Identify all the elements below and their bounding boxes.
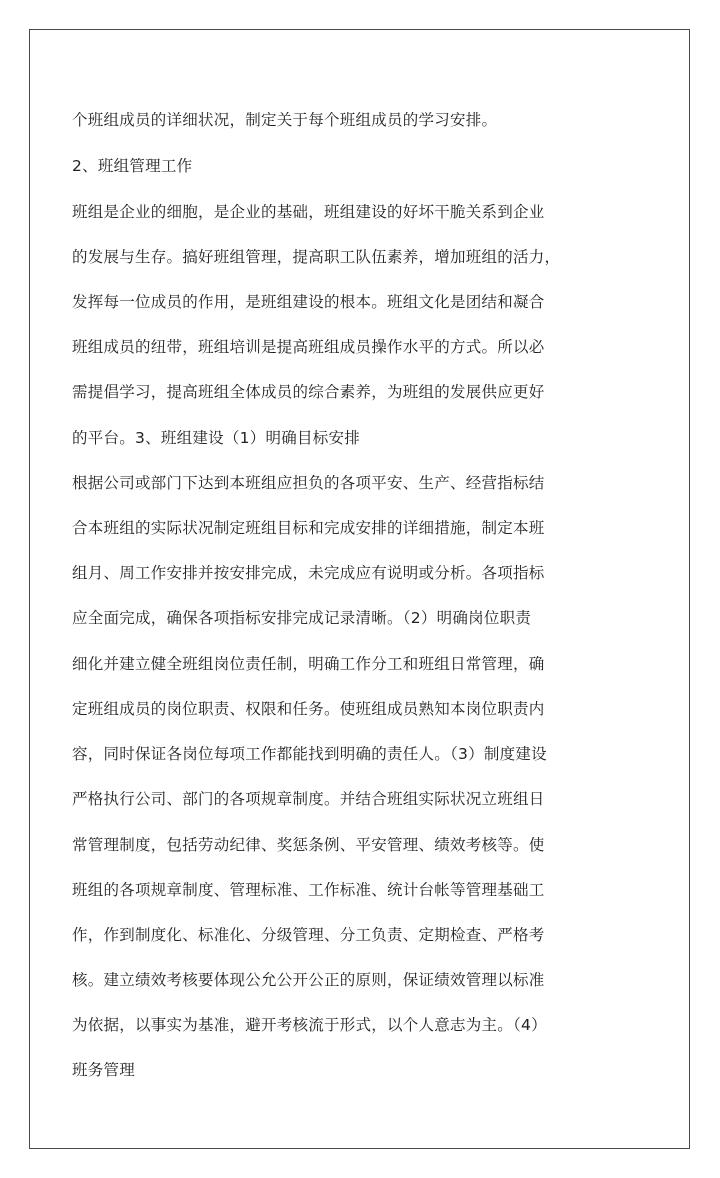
- text-line: 的平台。3、班组建设（1）明确目标安排: [72, 429, 360, 447]
- text-line: 细化并建立健全班组岗位责任制，明确工作分工和班组日常管理，确: [72, 655, 545, 673]
- text-line: 作，作到制度化、标准化、分级管理、分工负责、定期检查、严格考: [72, 926, 545, 944]
- text-line: 合本班组的实际状况制定班组目标和完成安排的详细措施，制定本班: [72, 519, 545, 537]
- text-line: 班组是企业的细胞，是企业的基础，班组建设的好坏干脆关系到企业: [72, 203, 545, 221]
- section-heading: 2、班组管理工作: [72, 157, 193, 175]
- text-line: 严格执行公司、部门的各项规章制度。并结合班组实际状况立班组日: [72, 790, 545, 808]
- text-line: 根据公司或部门下达到本班组应担负的各项平安、生产、经营指标结: [72, 474, 545, 492]
- text-line: 班务管理: [72, 1061, 136, 1079]
- text-line: 发挥每一位成员的作用，是班组建设的根本。班组文化是团结和凝合: [72, 293, 545, 311]
- text-line: 定班组成员的岗位职责、权限和任务。使班组成员熟知本岗位职责内: [72, 700, 545, 718]
- text-line: 班组成员的纽带，班组培训是提高班组成员操作水平的方式。所以必: [72, 338, 545, 356]
- text-line: 需提倡学习，提高班组全体成员的综合素养，为班组的发展供应更好: [72, 383, 545, 401]
- text-line: 容，同时保证各岗位每项工作都能找到明确的责任人。（3）制度建设: [72, 745, 547, 763]
- text-line: 个班组成员的详细状况，制定关于每个班组成员的学习安排。: [72, 111, 498, 129]
- text-line: 应全面完成，确保各项指标安排完成记录清晰。（2）明确岗位职责: [72, 609, 532, 627]
- text-line: 为依据，以事实为基准，避开考核流于形式，以个人意志为主。（4）: [72, 1016, 547, 1034]
- text-line: 常管理制度，包括劳动纪律、奖惩条例、平安管理、绩效考核等。使: [72, 836, 545, 854]
- text-line: 组月、周工作安排并按安排完成，未完成应有说明或分析。各项指标: [72, 564, 545, 582]
- text-line: 班组的各项规章制度、管理标准、工作标准、统计台帐等管理基础工: [72, 881, 545, 899]
- text-line: 的发展与生存。搞好班组管理，提高职工队伍素养，增加班组的活力，: [72, 248, 561, 266]
- text-line: 核。建立绩效考核要体现公允公开公正的原则，保证绩效管理以标准: [72, 971, 545, 989]
